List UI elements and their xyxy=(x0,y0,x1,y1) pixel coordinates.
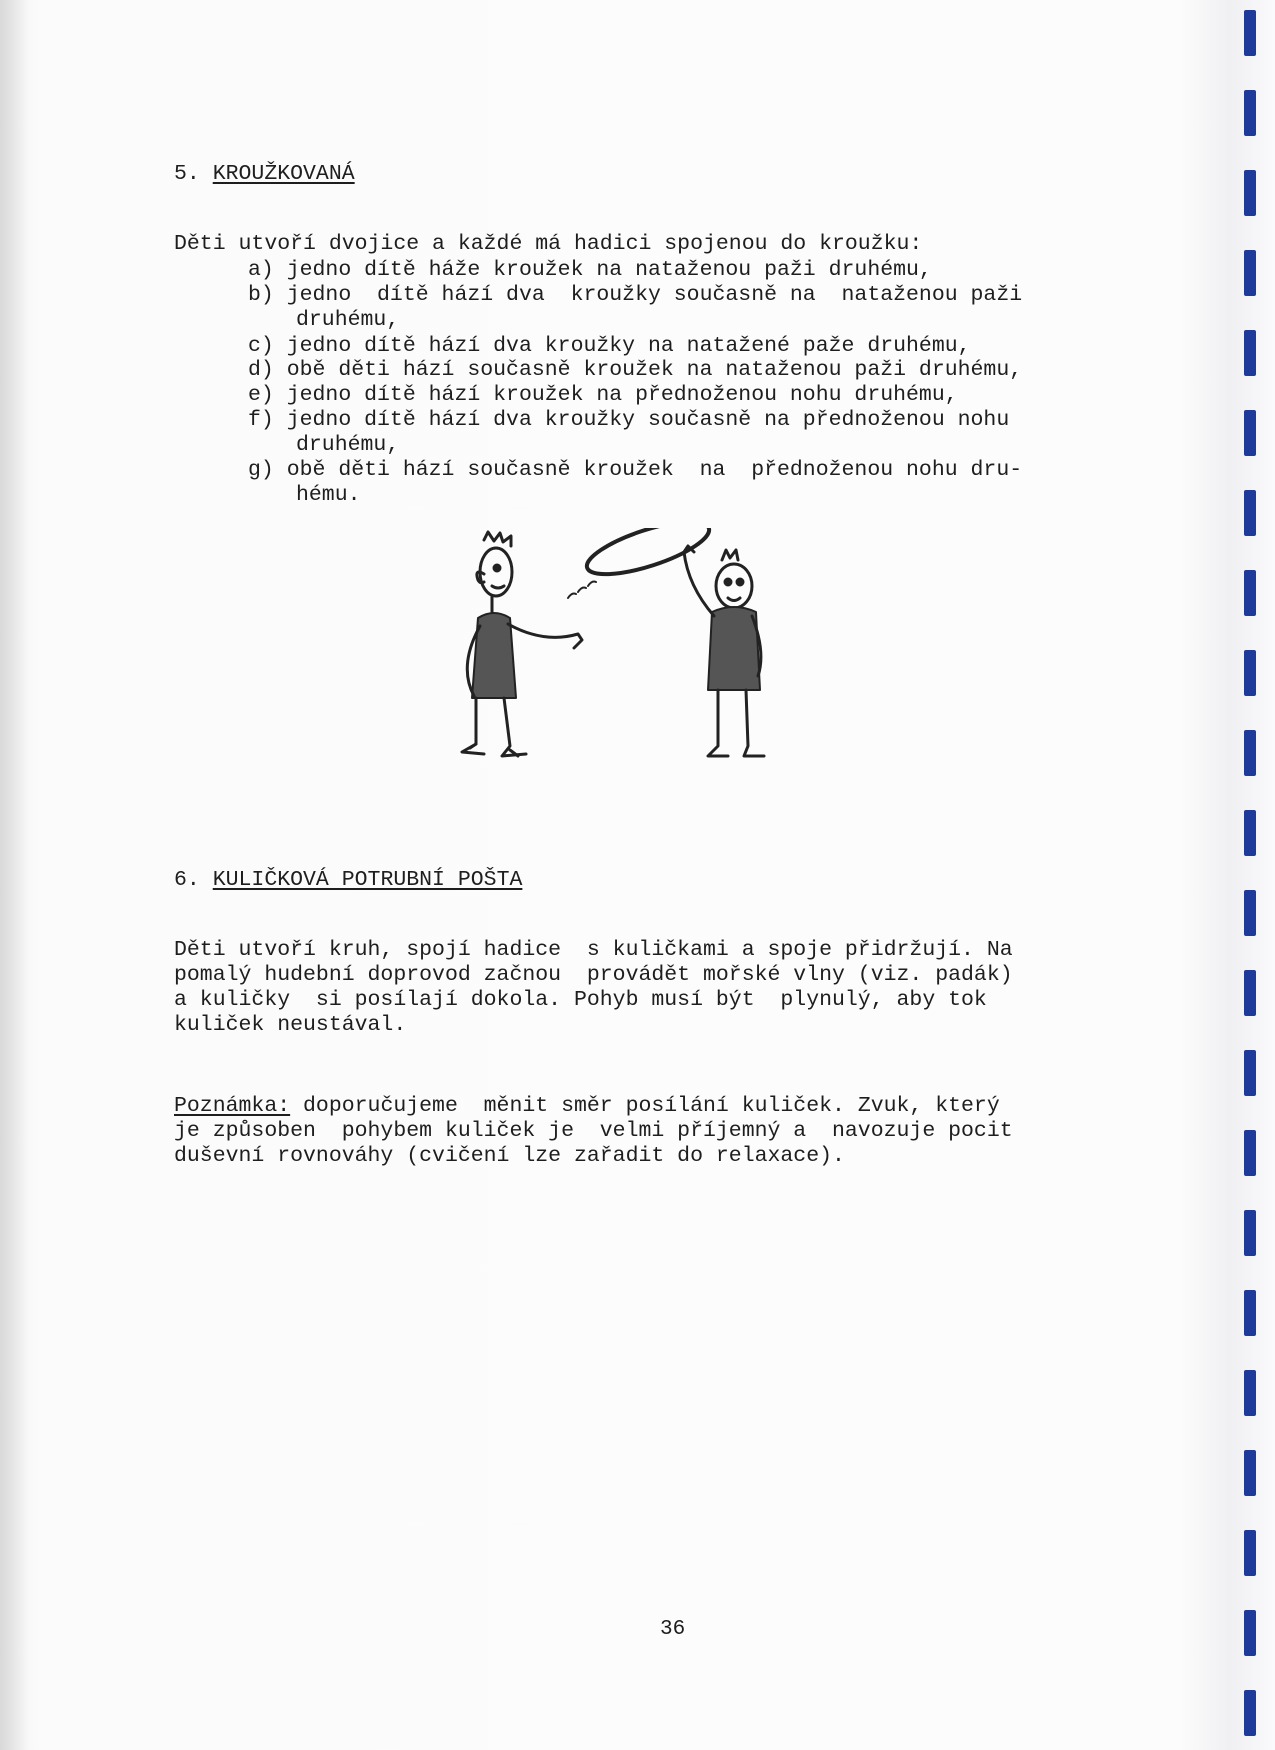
list-item: e) jedno dítě hází kroužek na přednoženou nohu druhému, xyxy=(248,383,958,407)
right-child-figure xyxy=(684,546,764,756)
list-item: f) jedno dítě hází dva kroužky současně na přednoženou nohu xyxy=(248,408,1010,432)
list-item: d) obě děti hází současně kroužek na nataženou paži druhému, xyxy=(248,358,1023,382)
note-line: je způsoben pohybem kuliček je velmi příjemný a navozuje pocit xyxy=(174,1119,1013,1143)
illustration-ring-throw xyxy=(400,528,820,818)
section-5-title: KROUŽKOVANÁ xyxy=(212,162,355,186)
note-line: duševní rovnováhy (cvičení lze zařadit do relaxace). xyxy=(174,1144,845,1168)
flying-ring xyxy=(568,528,714,598)
section-5-intro: Děti utvoří dvojice a každé má hadici spojenou do kroužku: xyxy=(174,232,923,256)
section-6-heading xyxy=(174,868,522,893)
spiral-binding xyxy=(1244,0,1258,1750)
note-line: Poznámka: doporučujeme měnit směr posílání kuliček. Zvuk, který xyxy=(174,1094,1000,1118)
page-shadow xyxy=(0,0,28,1750)
left-child-figure xyxy=(462,532,582,756)
section-6-number: 6. xyxy=(174,868,200,892)
list-item-continuation: druhému, xyxy=(296,308,400,332)
page-number: 36 xyxy=(660,1618,686,1641)
list-item: c) jedno dítě hází dva kroužky na natažené paže druhému, xyxy=(248,334,971,358)
section-6-line: a kuličky si posílají dokola. Pohyb musí být plynulý, aby tok xyxy=(174,988,987,1012)
note-label: Poznámka: xyxy=(174,1094,291,1118)
list-item-continuation: druhému, xyxy=(296,433,400,457)
section-6-line: pomalý hudební doprovod začnou provádět mořské vlny (viz. padák) xyxy=(174,963,1013,987)
list-item: a) jedno dítě háže kroužek na nataženou paži druhému, xyxy=(248,258,932,282)
section-6-line: kuliček neustával. xyxy=(174,1013,407,1037)
section-6-title: KULIČKOVÁ POTRUBNÍ POŠTA xyxy=(212,868,523,892)
section-6-line: Děti utvoří kruh, spojí hadice s kuličkami a spoje přidržují. Na xyxy=(174,938,1013,962)
list-item-continuation: hému. xyxy=(296,483,361,507)
list-item: b) jedno dítě hází dva kroužky současně na nataženou paži xyxy=(248,283,1023,307)
section-5-heading xyxy=(174,162,355,187)
section-5-number: 5. xyxy=(174,162,200,186)
list-item: g) obě děti hází současně kroužek na přednoženou nohu dru- xyxy=(248,458,1023,482)
